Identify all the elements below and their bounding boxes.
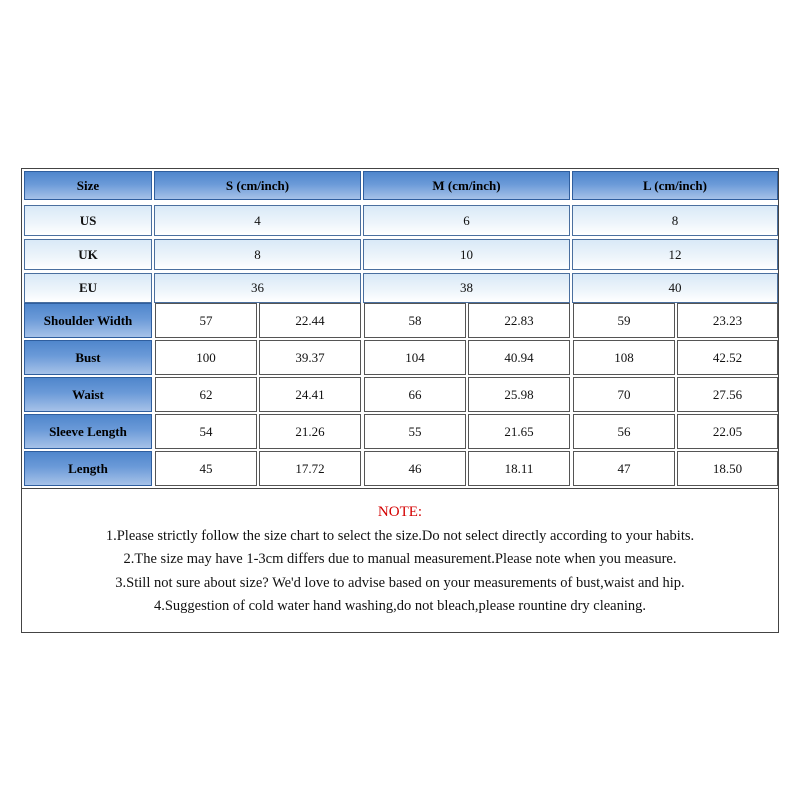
measure-cm-m: 55	[364, 414, 466, 449]
note-line: 1.Please strictly follow the size chart to select the size.Do not select directly according to your habits.	[105, 527, 695, 544]
measure-label: Waist	[24, 377, 152, 412]
measure-inch-l: 22.05	[677, 414, 778, 449]
region-value-m: 10	[363, 239, 570, 270]
measure-cm-l: 70	[573, 377, 675, 412]
measure-row-sleeve-length	[22, 413, 778, 450]
measure-cm-l: 47	[573, 451, 675, 486]
measure-inch-s: 17.72	[259, 451, 361, 486]
region-label: UK	[24, 239, 152, 270]
region-value-s: 8	[154, 239, 361, 270]
size-header-row	[22, 169, 778, 202]
measure-inch-s: 24.41	[259, 377, 361, 412]
region-value-l: 8	[572, 205, 778, 236]
measure-cm-l: 56	[573, 414, 675, 449]
measure-inch-l: 42.52	[677, 340, 778, 375]
measure-cm-l: 59	[573, 303, 675, 338]
measure-inch-s: 22.44	[259, 303, 361, 338]
measure-cm-m: 66	[364, 377, 466, 412]
size-header-s: S (cm/inch)	[154, 171, 361, 200]
measure-cm-m: 58	[364, 303, 466, 338]
measure-label: Sleeve Length	[24, 414, 152, 449]
measure-label: Bust	[24, 340, 152, 375]
notes-section	[22, 491, 778, 631]
region-value-l: 40	[572, 273, 778, 303]
region-value-m: 38	[363, 273, 570, 303]
region-row-eu	[22, 272, 778, 305]
region-value-s: 36	[154, 273, 361, 303]
measure-inch-l: 18.50	[677, 451, 778, 486]
measure-inch-m: 25.98	[468, 377, 570, 412]
measure-cm-s: 100	[155, 340, 257, 375]
note-line: 3.Still not sure about size? We'd love to advise based on your measurements of bust,waist and hip.	[115, 574, 685, 591]
measure-inch-m: 22.83	[468, 303, 570, 338]
measure-row-waist	[22, 376, 778, 413]
measure-label: Shoulder Width	[24, 303, 152, 338]
measure-cm-m: 104	[364, 340, 466, 375]
note-title: NOTE:	[377, 504, 423, 520]
measure-row-bust	[22, 339, 778, 376]
measure-inch-l: 27.56	[677, 377, 778, 412]
region-label: EU	[24, 273, 152, 303]
size-header-m: M (cm/inch)	[363, 171, 570, 200]
region-row-uk	[22, 237, 778, 272]
region-label: US	[24, 205, 152, 236]
measure-label: Length	[24, 451, 152, 486]
region-row-us	[22, 202, 778, 237]
measure-cm-m: 46	[364, 451, 466, 486]
measure-cm-s: 45	[155, 451, 257, 486]
region-value-l: 12	[572, 239, 778, 270]
measure-cm-s: 57	[155, 303, 257, 338]
measure-inch-m: 21.65	[468, 414, 570, 449]
notes-divider	[22, 488, 778, 489]
measure-inch-l: 23.23	[677, 303, 778, 338]
measure-row-shoulder-width	[22, 302, 778, 339]
measure-inch-s: 39.37	[259, 340, 361, 375]
size-chart	[21, 168, 779, 633]
measure-row-length	[22, 450, 778, 487]
size-header-l: L (cm/inch)	[572, 171, 778, 200]
measure-cm-s: 54	[155, 414, 257, 449]
size-header-label: Size	[24, 171, 152, 200]
note-line: 4.Suggestion of cold water hand washing,do not bleach,please rountine dry cleaning.	[153, 598, 647, 615]
note-line: 2.The size may have 1-3cm differs due to manual measurement.Please note when you measure.	[123, 551, 677, 568]
measure-inch-m: 40.94	[468, 340, 570, 375]
region-value-s: 4	[154, 205, 361, 236]
region-value-m: 6	[363, 205, 570, 236]
measure-cm-l: 108	[573, 340, 675, 375]
measure-inch-s: 21.26	[259, 414, 361, 449]
measure-inch-m: 18.11	[468, 451, 570, 486]
measure-cm-s: 62	[155, 377, 257, 412]
